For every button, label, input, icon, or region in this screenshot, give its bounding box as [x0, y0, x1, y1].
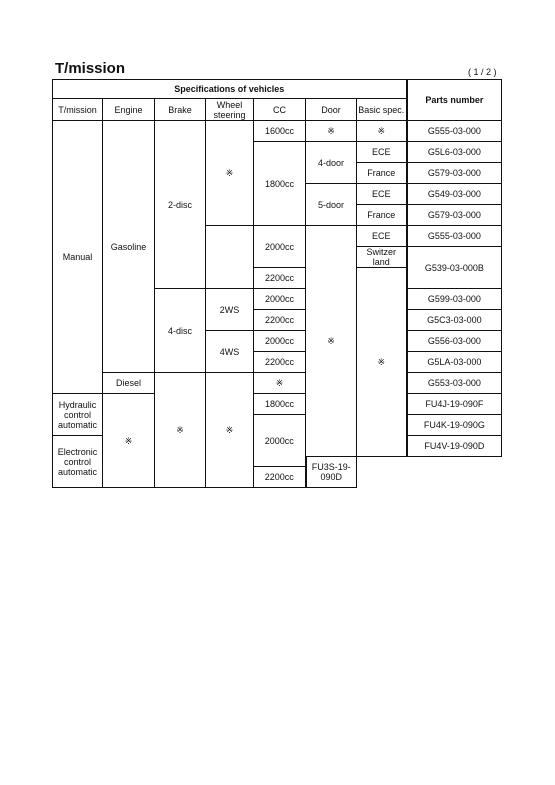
part-number: G579-03-000: [407, 163, 502, 184]
cc-cell: 2000cc: [254, 289, 306, 310]
part-number: G553-03-000: [407, 373, 502, 394]
part-number: G549-03-000: [407, 184, 502, 205]
page-title: T/mission: [55, 60, 126, 77]
cc-cell: 1800cc: [254, 142, 306, 226]
part-number: G555-03-000: [407, 121, 502, 142]
door-5-door: 5-door: [306, 184, 357, 226]
cc-cell: 2200cc: [254, 467, 306, 488]
part-number: G5LA-03-000: [407, 352, 502, 373]
wheel-steering-blank: [206, 226, 254, 289]
part-number: G599-03-000: [407, 289, 502, 310]
brake-mark: ※: [155, 373, 206, 488]
part-number: FU4V-19-090D: [407, 436, 502, 457]
wheel-steering-2ws: 2WS: [206, 289, 254, 331]
cc-cell: 2200cc: [254, 352, 306, 373]
door-mark: ※: [306, 226, 357, 457]
cc-cell: 1800cc: [254, 394, 306, 415]
specifications-table: [52, 79, 502, 488]
col-header-engine: Engine: [103, 99, 155, 121]
col-header-basic-spec: Basic spec.: [357, 99, 407, 121]
part-number: G5L6-03-000: [407, 142, 502, 163]
cc-cell: 2200cc: [254, 268, 306, 289]
engine-diesel: Diesel: [103, 373, 155, 394]
basic-spec-cell: France: [357, 205, 407, 226]
basic-spec-cell: ECE: [357, 184, 407, 205]
part-number: G555-03-000: [407, 226, 502, 247]
basic-spec-cell: France: [357, 163, 407, 184]
col-header-cc: CC: [254, 99, 306, 121]
basic-spec-cell: ECE: [357, 142, 407, 163]
engine-mark: ※: [103, 394, 155, 488]
cc-cell: 2000cc: [254, 415, 306, 467]
tmission-manual: Manual: [53, 121, 103, 394]
cc-cell: 2000cc: [254, 331, 306, 352]
parts-number-header: Parts number: [407, 80, 502, 121]
basic-spec-cell: Switzer land: [357, 247, 407, 268]
door-mark: ※: [306, 121, 357, 142]
basic-spec-mark: ※: [357, 268, 407, 457]
door-4-door: 4-door: [306, 142, 357, 184]
part-number: G556-03-000: [407, 331, 502, 352]
cc-mark: ※: [254, 373, 306, 394]
cc-cell: 2200cc: [254, 310, 306, 331]
specifications-header: Specifications of vehicles: [53, 80, 407, 99]
part-number: G5C3-03-000: [407, 310, 502, 331]
col-header-door: Door: [306, 99, 357, 121]
wheel-steering-mark: ※: [206, 121, 254, 226]
part-number: G539-03-000B: [407, 247, 502, 289]
part-number: FU4J-19-090F: [407, 394, 502, 415]
wheel-steering-mark: ※: [206, 373, 254, 488]
part-number: FU3S-19-090D: [306, 457, 357, 488]
basic-spec-cell: ECE: [357, 226, 407, 247]
basic-spec-mark: ※: [357, 121, 407, 142]
part-number: G579-03-000: [407, 205, 502, 226]
col-header-tmission: T/mission: [53, 99, 103, 121]
page-number: ( 1 / 2 ): [468, 67, 497, 77]
brake-4-disc: 4-disc: [155, 289, 206, 373]
tmission-hydraulic: Hydraulic control automatic: [53, 394, 103, 436]
engine-gasoline: Gasoline: [103, 121, 155, 373]
col-header-wheel-steering: Wheel steering: [206, 99, 254, 121]
col-header-brake: Brake: [155, 99, 206, 121]
tmission-electronic: Electronic control automatic: [53, 436, 103, 488]
brake-2-disc: 2-disc: [155, 121, 206, 289]
cc-cell: 2000cc: [254, 226, 306, 268]
cc-cell: 1600cc: [254, 121, 306, 142]
part-number: FU4K-19-090G: [407, 415, 502, 436]
wheel-steering-4ws: 4WS: [206, 331, 254, 373]
